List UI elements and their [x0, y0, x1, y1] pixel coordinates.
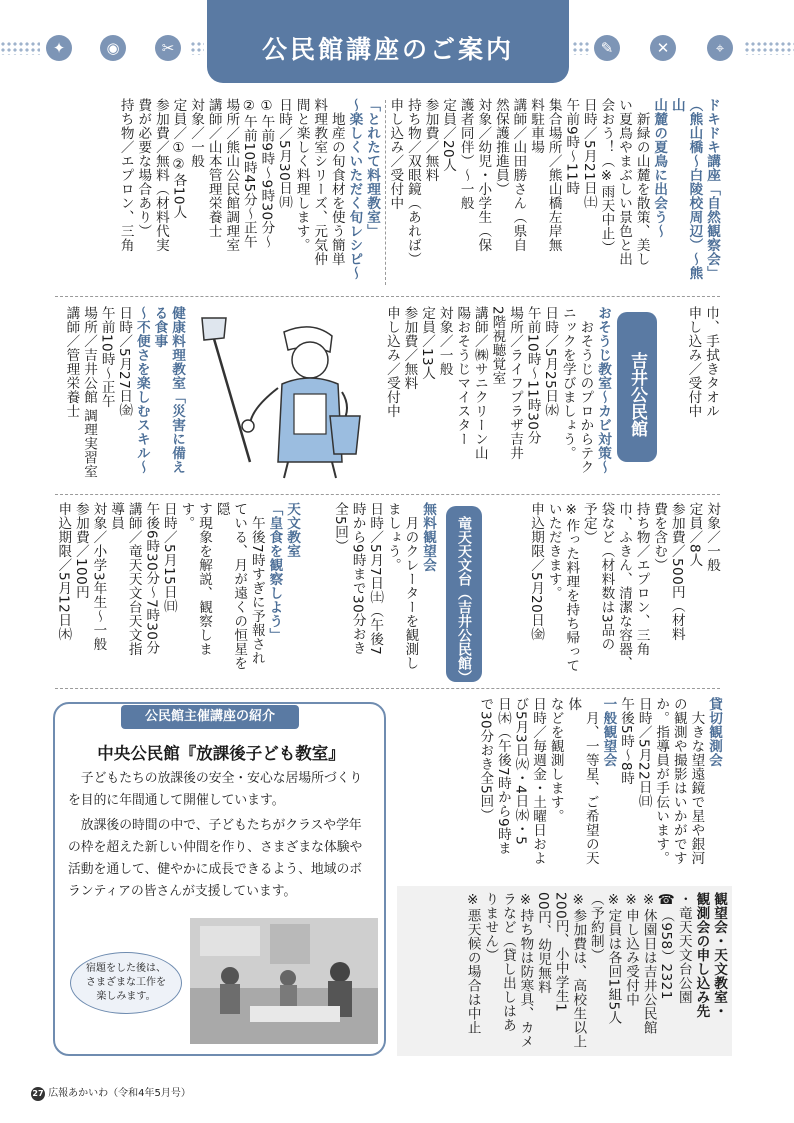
application-info-line: ※定員は各回1組5人 [605, 892, 622, 1025]
application-info-line: ・竜天天文台公園 [675, 892, 692, 1004]
children-activity-photo [190, 918, 378, 1044]
section1-col1 [387, 98, 720, 286]
page-title: 公民館講座のご案内 [261, 35, 514, 64]
section1-col2-line: 定員／①②各10人 [170, 98, 187, 219]
section2-col2-line: 申し込み／受付中 [383, 306, 400, 418]
section1-col2-line: 講師／山本管理栄養士 [205, 98, 222, 238]
intro-paragraph-1: 子どもたちの放課後の安全・安心な居場所づくりを目的に年間通して開催しています。 [68, 771, 363, 808]
section1-col1-line: 参加費／無料 [422, 98, 439, 182]
section1-col2-line: 対象／一般 [188, 98, 205, 168]
section1-col2-line: 料理教室シリーズ、元気仲 [311, 98, 328, 266]
section3-col3 [55, 502, 300, 682]
section4-col1-line: 一般観望会 [600, 697, 617, 767]
header-dots-mid-left [190, 41, 204, 55]
section3-col3-line: 日時／5月15日㈰ [160, 502, 177, 614]
section3-col1-line: ※作った料理を持ち帰って [563, 502, 580, 673]
application-info-line: りません） [482, 892, 499, 962]
section1-col2-line: 日時／5月30日㈪ [276, 98, 293, 210]
section3-col2-line: ましょう。 [384, 502, 401, 572]
section1-col1-line: 料駐車場 [528, 98, 545, 154]
section3-col1-line: 持ち物／エプロン、三角 [633, 502, 650, 656]
application-info-line: （予約制） [587, 892, 604, 962]
section1-col2-line: 持ち物／エプロン、三角 [117, 98, 134, 252]
section1-col1-line: 申し込み／受付中 [387, 98, 404, 210]
section3-col3-line: す現象を解説、観察します。 [178, 502, 213, 656]
section2-col2-line: 2階視聴覚室 [489, 306, 506, 386]
section2-col1 [667, 306, 719, 486]
section1-col2-line: 間と楽しく料理します。 [293, 98, 310, 252]
application-info-line: ※持ち物は防寒具、カメ [517, 892, 534, 1049]
section1-col1-line: 対象／幼児・小学生（保 [475, 98, 492, 252]
section2-col2-line: 日時／5月25日㈬ [542, 306, 559, 418]
section4-col1-line: 日㈭（午後7時から9時ま [494, 697, 511, 856]
section1-col1-line: 集合場所／熊山橋左岸無 [545, 98, 562, 252]
section4-col1 [440, 697, 722, 877]
section2-col1-line: 巾、手拭きタオル [703, 306, 719, 418]
section3-col2-line: 日時／5月7日㈯（午後7 [367, 502, 384, 656]
section1-col1-line: い夏鳥やまぶしい景色と出 [616, 98, 633, 266]
utensils-icon: ✕ [650, 35, 676, 61]
section1-col1-line: 会おう！（※雨天中止） [598, 98, 615, 255]
section3-col3-line: ている、月が遠くの恒星を隠 [213, 502, 248, 670]
section1-col2-line: 場所／熊山公民館調理室 [223, 98, 240, 252]
section3-col3-line: 「皇食を観察しよう」 [266, 502, 283, 642]
section1-col1-line: 日時／5月21日㈯ [580, 98, 597, 210]
section2-col3-line: 午前10時～正午 [98, 306, 115, 409]
divider-2 [55, 494, 720, 495]
application-info-line: 200円、小中学生1 [552, 892, 569, 1013]
intro-label: 公民館主催講座の紹介 [121, 705, 299, 729]
section4-col1-line: 午後5時～8時 [618, 697, 635, 786]
section3-col3-line: 申込期限／5月12日㈭ [55, 502, 72, 642]
section4-col1-line: 貸切観測会 [706, 697, 722, 767]
section2-col2-line: 定員／13人 [419, 306, 436, 381]
section3-col1-line: 予定） [580, 502, 597, 544]
section3-col1-line: いただきます。 [545, 502, 562, 600]
footer-publication: 広報あかいわ（令和4年5月号） [48, 1088, 191, 1099]
section4-col1-line: 大きな望遠鏡で星や銀河 [688, 697, 705, 865]
section1-col1-line: 護者同伴）～一般 [457, 98, 474, 210]
section2-col3-line: 健康料理教室「災害に備える食事 [151, 306, 185, 474]
section2-col2-line: 対象／一般 [436, 306, 453, 376]
section2-col2-line: おそうじ教室～カビ対策～ [595, 306, 611, 474]
section4-col1-line: で30分おき全5回） [477, 697, 494, 823]
application-info-line: ※悪天候の場合は中止 [464, 892, 481, 1035]
photo-caption-text: 宿題をした後は、さまざまな工作を楽しみます。 [86, 963, 166, 1002]
header-dots-left [0, 41, 40, 55]
section3-col1-line: 巾、ふきん、清潔な容器、 [616, 502, 633, 670]
section1-col2-line: ①午前9時～9時30分～ [258, 98, 275, 249]
page-number: 27 [31, 1087, 45, 1101]
section3-col1-line: 申込期限／5月20日㈮ [528, 502, 545, 642]
section3-col3-line: 参加費／100円 [72, 502, 89, 600]
scissors-icon: ✂ [155, 35, 181, 61]
ryuten-observatory-badge: 竜天天文台（吉井公民館） [446, 506, 482, 682]
section1-col1-line: 午前9時～11時 [563, 98, 580, 196]
section1-col1-line: （熊山橋～白陵校周辺）～熊山 [668, 98, 703, 280]
section1-col2 [55, 98, 380, 286]
section4-col1-line: 日時／5月22日㈰ [635, 697, 652, 809]
section4-col1-line: 月、一等星、ご希望の天体 [565, 697, 599, 865]
section1-col1-line: 持ち物／双眼鏡（あれば） [404, 98, 421, 266]
section3-col2-line: 月のクレーターを観測し [402, 502, 419, 670]
application-info-line: ※休園日は吉井公民館 [640, 892, 657, 1035]
application-info-line: 観望会・天文教室・ [711, 892, 727, 1018]
application-info-line: 観測会の申し込み先 [693, 892, 710, 1018]
application-info-line: ※参加費は、高校生以上 [570, 892, 587, 1049]
section1-col1-line: 山麓の夏鳥に出会う～ [651, 98, 668, 238]
cupcake-icon: ◉ [100, 35, 126, 61]
section3-col3-line: 天文教室 [284, 502, 300, 558]
section2-col2-line: 場所／ライフプラザ吉井 [507, 306, 524, 460]
section2-col2-line: 参加費／無料 [401, 306, 418, 390]
divider-3 [55, 688, 720, 689]
section1-col2-line: ②午前10時45分～正午 [240, 98, 257, 249]
vdivider-1 [385, 100, 386, 285]
tag-icon: ⌖ [707, 35, 733, 61]
intro-paragraph-2: 放課後の時間の中で、子どもたちがクラスや学年の枠を超えた新しい仲間を作り、さまざまな体験や活動を通して、健やかに成長できるよう、地域のボランティアの皆さんが支援しています。 [68, 818, 363, 899]
section4-col1-line: 日時／毎週金・土曜日およ [530, 697, 547, 865]
application-info-line: ☎（958）2321 [658, 892, 675, 1000]
section1-col1-line: ドキドキ講座「自然観察会」 [704, 98, 720, 280]
section3-col1-line: 参加費／500円（材料 [668, 502, 685, 642]
application-info-line: 00円、幼児無料 [535, 892, 552, 995]
header-dots-mid-right [572, 41, 590, 55]
section2-col2-line: 講師／㈱サニクリーン山 [471, 306, 488, 460]
section1-col2-line: 費が必要な場合あり） [135, 98, 152, 238]
intro-title: 中央公民館『放課後子ども教室』 [97, 744, 345, 763]
section3-col3-line: 導員 [108, 502, 125, 530]
section1-col2-line: 地産の旬食材を使う簡単 [328, 98, 345, 266]
application-info-text [402, 892, 727, 1052]
section3-col2-line: 全5回） [332, 502, 349, 554]
section4-col1-line: などを観測します。 [547, 697, 564, 823]
section1-col2-line: 「とれたて料理教室」 [364, 98, 380, 238]
section2-col3 [55, 306, 185, 486]
section3-col3-line: 午後6時30分～7時30分 [143, 502, 160, 655]
section4-col1-line: の観測や撮影はいかがです [670, 697, 687, 865]
section2-col3-line: 講師／管理栄養士 [63, 306, 80, 418]
section3-col1-line: 袋など（材料数は3品の [598, 502, 615, 652]
section2-col2-line: おそうじのプロからテク [577, 306, 594, 474]
telescope-icon: ✦ [46, 35, 72, 61]
divider-1 [55, 296, 720, 297]
section2-col2-line: 陽おそうじマイスター [454, 306, 471, 446]
section3-col1-line: 定員／8人 [686, 502, 703, 568]
section1-col1-line: 講師／山田勝さん（県自 [510, 98, 527, 252]
section3-col1 [500, 502, 720, 682]
pencil-icon: ✎ [594, 35, 620, 61]
section2-col3-line: 日時／5月27日㈮ [116, 306, 133, 418]
section3-col1-line: 対象／一般 [704, 502, 720, 572]
section3-col2-line: 無料観望会 [420, 502, 436, 572]
header-dots-right [744, 41, 794, 55]
section1-col1-line: 定員／20人 [440, 98, 457, 173]
section2-col2-line: 午前10時～11時30分 [524, 306, 541, 445]
section1-col2-line: 参加費／無料（材料代実 [152, 98, 169, 252]
section1-col1-line: 新緑の山麓を散策、美し [633, 98, 650, 266]
section3-col2-line: 時から9時まで30分おき [349, 502, 366, 656]
section3-col3-line: 講師／竜天天文台天文指 [125, 502, 142, 656]
application-info-line: ※申し込み受付中 [623, 892, 640, 1007]
section2-col3-line: 場所／吉井公館 調理実習室 [81, 306, 98, 479]
section4-col1-line: か。指導員が手伝います。 [653, 697, 670, 865]
section3-col3-line: 対象／小学3年生～一般 [90, 502, 107, 652]
section1-col1-line: 然保護推進員） [492, 98, 509, 196]
cleaning-person-illustration [192, 312, 368, 480]
section2-col1-line: 申し込み／受付中 [685, 306, 702, 418]
yoshii-kominkan-badge: 吉井公民館 [617, 312, 657, 462]
section2-col2-line: ニックを学びましょう。 [559, 306, 576, 460]
section2-col3-line: ～不便さを楽しむスキル～ [133, 306, 150, 474]
application-info-line: ラなど（貸し出しはあ [499, 892, 516, 1032]
section3-col1-line: 費を含む） [651, 502, 668, 572]
section3-col2 [310, 502, 436, 682]
section1-col2-line: ～楽しくいただく旬レシピ～ [346, 98, 363, 280]
section4-col1-line: び5月3日㈫・4日㈬・5 [512, 697, 529, 846]
section3-col3-line: 午後7時すぎに予報され [248, 502, 265, 666]
section2-col2 [385, 306, 611, 486]
footer [31, 1084, 191, 1101]
